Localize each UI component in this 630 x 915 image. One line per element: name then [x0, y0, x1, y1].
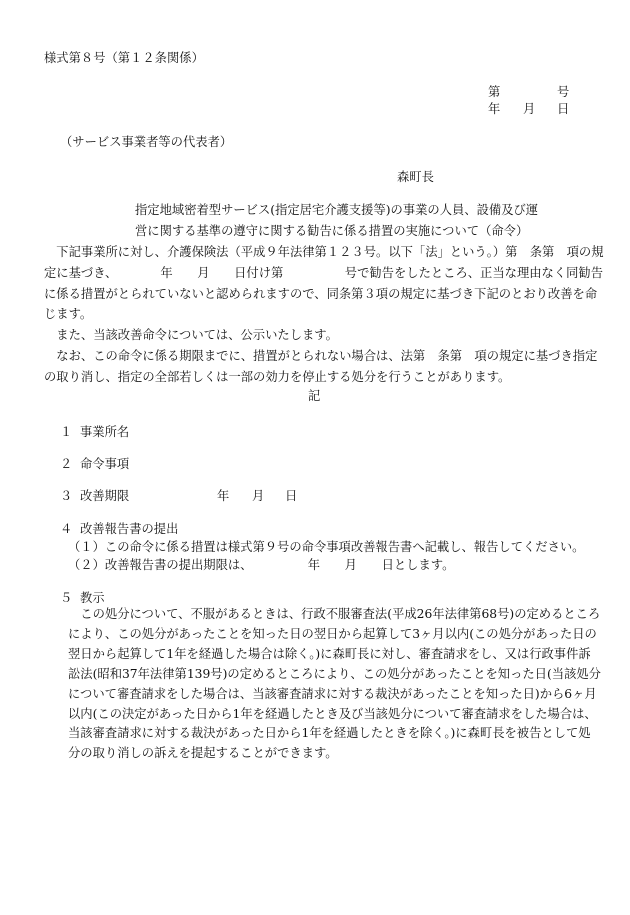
item-5-line: この処分について、不服があるときは、行政不服審査法(平成26年法律第68号)の定めるところ — [68, 607, 601, 621]
body-line: に係る措置がとられていないと認められますので、同条第３項の規定に基づき下記のとおり改善を命 — [44, 286, 598, 301]
doc-date-day: 日 — [557, 102, 570, 116]
item-2-number: ２ — [60, 457, 73, 471]
ki-heading: 記 — [308, 389, 321, 403]
item-5-number: ５ — [60, 591, 73, 605]
item-3-year: 年 — [217, 489, 230, 503]
item-4-sub-2: （２）改善報告書の提出期限は、 年 月 日とします。 — [68, 558, 455, 572]
item-1-label: 事業所名 — [80, 425, 130, 439]
issuer: 森町長 — [397, 170, 434, 184]
recipient: （サービス事業者等の代表者） — [60, 135, 233, 149]
item-5-line: 分の取り消しの訴えを提起することができます。 — [68, 746, 338, 761]
item-5-line: 以内(この決定があった日から1年を経過したとき及び当該処分について審査請求をした場合は、 — [68, 706, 597, 721]
doc-date-year: 年 — [488, 102, 501, 116]
item-5-label: 教示 — [80, 591, 105, 605]
item-3-label: 改善期限 — [80, 489, 130, 503]
doc-number-go: 号 — [557, 85, 570, 99]
item-4-number: ４ — [60, 522, 73, 536]
body-line: 下記事業所に対し、介護保険法（平成９年法律第１２３号。以下「法」という。）第 条第 項の規 — [44, 245, 604, 259]
document-title — [135, 200, 538, 242]
body-line: 定に基づき、 年 月 日付け第 号で勧告をしたところ、正当な理由なく同勧告 — [44, 265, 604, 280]
item-4-sub-1: （１）この命令に係る措置は様式第９号の命令事項改善報告書へ記載し、報告してください。 — [68, 540, 585, 554]
item-5-line: 訟法(昭和37年法律第139号)の定めるところにより、この処分があったことを知った日(当該処分 — [68, 666, 601, 681]
item-2-label: 命令事項 — [80, 457, 130, 471]
item-5-text — [68, 605, 601, 764]
item-3-number: ３ — [60, 489, 73, 503]
doc-date-month: 月 — [523, 102, 536, 116]
item-3-day: 日 — [285, 489, 298, 503]
body-line: の取り消し、指定の全部若しくは一部の効力を停止する処分を行うことがあります。 — [44, 369, 511, 384]
item-5-line: について審査請求をした場合は、当該審査請求に対する裁決があったことを知った日)から6ヶ月 — [68, 686, 597, 701]
item-4-label: 改善報告書の提出 — [80, 522, 179, 536]
item-5-line: 当該審査請求に対する裁決があった日から1年を経過したときを除く。)に森町長を被告として処 — [68, 726, 591, 741]
body-text — [44, 242, 604, 388]
item-3-month: 月 — [252, 489, 265, 503]
title-line: 指定地域密着型サービス(指定居宅介護支援等)の事業の人員、設備及び運 — [135, 203, 539, 217]
title-line: 営に関する基準の遵守に関する勧告に係る措置の実施について（命令） — [135, 223, 529, 238]
body-line: また、当該改善命令については、公示いたします。 — [44, 328, 338, 343]
form-label: 様式第８号（第１２条関係） — [44, 51, 204, 65]
item-1-number: １ — [60, 425, 73, 439]
body-line: なお、この命令に係る期限までに、措置がとられない場合は、法第 条第 項の規定に基づき指定 — [44, 348, 598, 363]
item-5-line: により、この処分があったことを知った日の翌日から起算して3ヶ月以内(この処分があった日の — [68, 626, 597, 641]
body-line: じます。 — [44, 307, 93, 322]
item-5-line: 翌日から起算して1年を経過した場合は除く。)に森町長に対し、審査請求をし、又は行政事件訴 — [68, 646, 591, 661]
doc-number-dai: 第 — [488, 85, 501, 99]
